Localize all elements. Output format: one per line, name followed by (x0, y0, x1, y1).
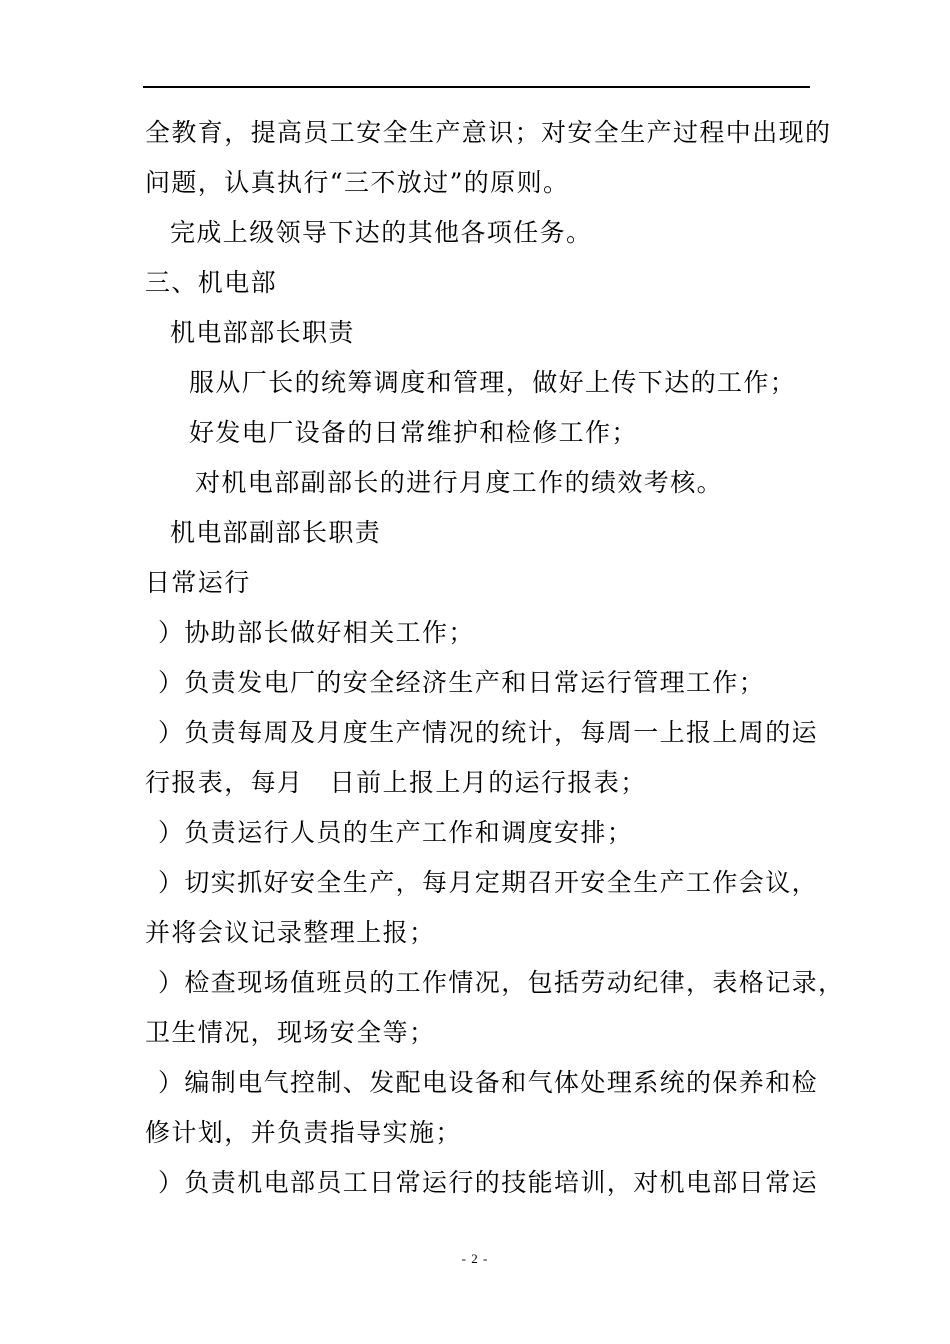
subsection-heading: 机电部部长职责 (170, 318, 355, 347)
body-text-line: 好发电厂设备的日常维护和检修工作； (189, 418, 638, 447)
body-text-line: 完成上级领导下达的其他各项任务。 (170, 218, 593, 247)
body-text-line: 问题，认真执行“三不放过”的原则。 (145, 168, 570, 197)
header-rule (143, 86, 810, 88)
list-item: ）负责机电部员工日常运行的技能培训，对机电部日常运 (158, 1168, 819, 1197)
body-text-line: 卫生情况，现场安全等； (145, 1018, 436, 1047)
list-item: ）协助部长做好相关工作； (158, 618, 475, 647)
list-item: ）负责运行人员的生产工作和调度安排； (158, 818, 634, 847)
list-item: ）切实抓好安全生产，每月定期召开安全生产工作会议， (158, 868, 819, 897)
subsection-heading: 机电部副部长职责 (170, 518, 382, 547)
body-text-line: 行报表，每月 日前上报上月的运行报表； (145, 768, 647, 797)
list-item: ）检查现场值班员的工作情况，包括劳动纪律，表格记录， (158, 968, 845, 997)
list-item: ）编制电气控制、发配电设备和气体处理系统的保养和检 (158, 1068, 819, 1097)
body-text-line: 修计划，并负责指导实施； (145, 1118, 462, 1147)
subsection-heading: 日常运行 (145, 568, 251, 597)
page-number: - 2 - (461, 1251, 489, 1266)
body-text-line: 对机电部副部长的进行月度工作的绩效考核。 (195, 468, 724, 497)
body-text-line: 并将会议记录整理上报； (145, 918, 436, 947)
body-text-line: 全教育，提高员工安全生产意识；对安全生产过程中出现的 (145, 118, 832, 147)
body-text-line: 服从厂长的统筹调度和管理，做好上传下达的工作； (189, 368, 797, 397)
section-heading: 三、机电部 (145, 268, 278, 297)
list-item: ）负责发电厂的安全经济生产和日常运行管理工作； (158, 668, 766, 697)
list-item: ）负责每周及月度生产情况的统计，每周一上报上周的运 (158, 718, 819, 747)
